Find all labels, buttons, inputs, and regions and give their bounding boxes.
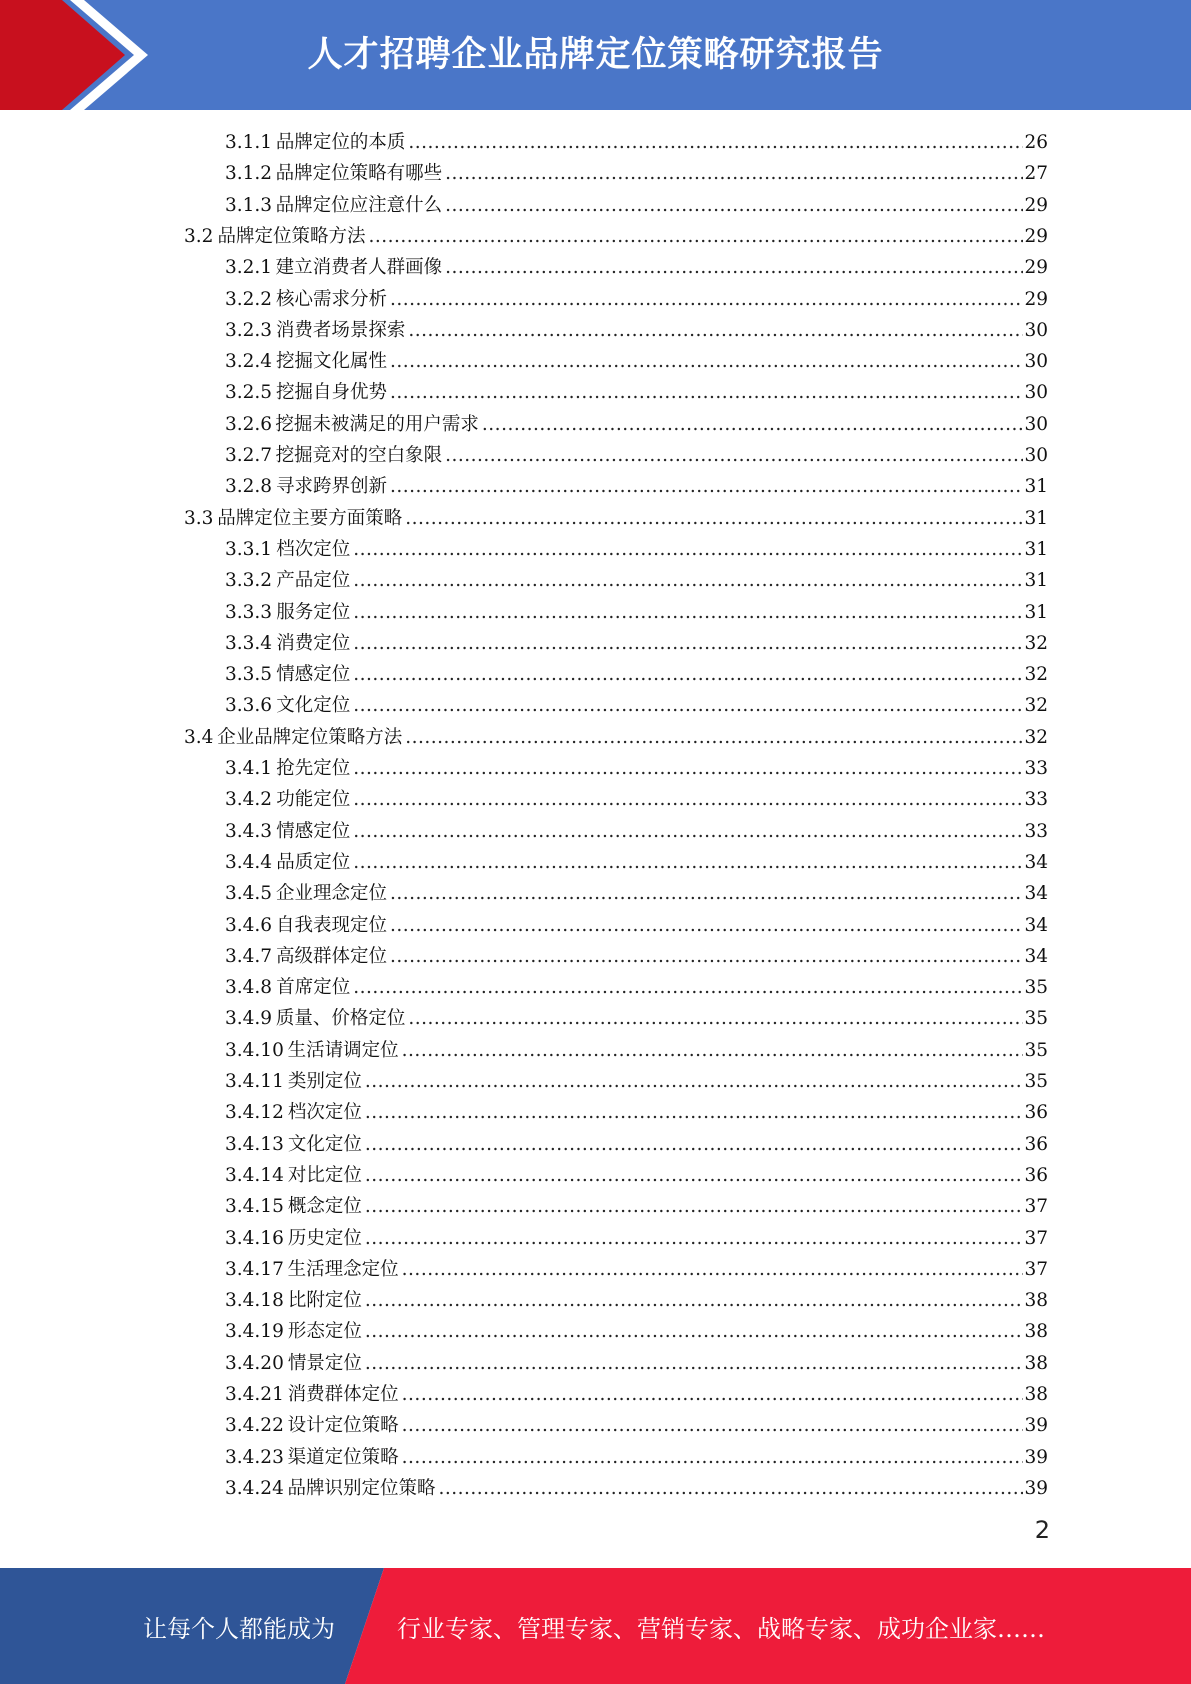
toc-entry-number: 3.4.1 — [225, 758, 273, 779]
toc-entry-number: 3.4.21 — [225, 1384, 284, 1405]
toc-entry-number: 3.1.2 — [225, 163, 273, 185]
toc-entry-title: 情感定位 — [276, 820, 351, 842]
toc-entry-number: 3.3 — [184, 507, 214, 529]
toc-entry-number: 3.4.18 — [225, 1290, 284, 1312]
toc-entry-title: 挖掘自身优势 — [275, 382, 387, 404]
toc-entry-number: 3.1.3 — [225, 194, 273, 216]
toc-entry[interactable] — [225, 847, 1048, 878]
toc-entry[interactable] — [225, 690, 1048, 721]
toc-dot-leader — [365, 1316, 1024, 1347]
toc-entry[interactable] — [225, 409, 1048, 440]
toc-entry-number: 3.3.6 — [225, 695, 273, 717]
toc-entry-page: 37 — [1024, 1258, 1048, 1280]
toc-dot-leader — [353, 816, 1023, 847]
toc-entry-title: 消费者场景探索 — [275, 319, 406, 341]
toc-entry[interactable] — [225, 1410, 1048, 1441]
toc-entry-page: 30 — [1024, 382, 1048, 404]
toc-entry-number: 3.4.13 — [225, 1133, 284, 1155]
toc-entry[interactable] — [225, 1379, 1048, 1410]
toc-entry-title: 概念定位 — [287, 1196, 362, 1218]
toc-entry-page: 35 — [1024, 1071, 1048, 1092]
toc-dot-leader — [365, 1285, 1024, 1316]
toc-dot-leader — [482, 409, 1024, 440]
toc-entry[interactable] — [225, 158, 1048, 189]
toc-entry-title: 品牌识别定位策略 — [287, 1477, 436, 1499]
toc-entry[interactable] — [225, 565, 1048, 596]
toc-entry-title: 核心需求分析 — [275, 288, 387, 310]
toc-entry[interactable] — [225, 1254, 1048, 1285]
toc-entry-page: 38 — [1024, 1321, 1048, 1343]
document-title: 人才招聘企业品牌定位策略研究报告 — [307, 35, 884, 75]
toc-entry-page: 38 — [1024, 1290, 1048, 1312]
toc-entry-page: 31 — [1024, 601, 1048, 623]
toc-entry-title: 品牌定位应注意什么 — [275, 194, 443, 216]
toc-entry-page: 37 — [1024, 1227, 1048, 1249]
footer-slogan-left: 让每个人都能成为 — [143, 1614, 335, 1643]
toc-entry-title: 品牌定位策略有哪些 — [275, 163, 443, 185]
toc-entry[interactable] — [225, 910, 1048, 941]
toc-entry-title: 寻求跨界创新 — [275, 476, 387, 498]
toc-entry-number: 3.2.7 — [225, 445, 273, 466]
toc-entry-page: 34 — [1024, 945, 1048, 967]
toc-dot-leader — [353, 597, 1023, 628]
toc-dot-leader — [402, 1035, 1024, 1066]
page-number: 2 — [1034, 1516, 1050, 1544]
toc-entry-page: 32 — [1024, 632, 1048, 654]
toc-entry-title: 比附定位 — [287, 1290, 362, 1312]
toc-entry-page: 38 — [1024, 1352, 1048, 1374]
toc-entry-page: 33 — [1024, 789, 1048, 811]
toc-entry-number: 3.3.1 — [225, 538, 273, 560]
toc-entry-title: 情景定位 — [287, 1352, 362, 1374]
toc-entry-number: 3.4.16 — [225, 1227, 284, 1249]
toc-entry-page: 34 — [1024, 883, 1048, 905]
toc-entry-number: 3.4.24 — [225, 1477, 284, 1499]
toc-entry-title: 服务定位 — [276, 601, 351, 623]
toc-entry-page: 33 — [1024, 758, 1048, 779]
toc-entry-number: 3.2.8 — [225, 476, 273, 498]
toc-dot-leader — [390, 910, 1023, 941]
toc-entry-page: 30 — [1024, 413, 1048, 435]
toc-entry-title: 生活请调定位 — [287, 1039, 399, 1061]
toc-entry-page: 32 — [1024, 664, 1048, 686]
toc-entry-title: 高级群体定位 — [275, 945, 387, 967]
toc-entry-number: 3.3.5 — [225, 664, 273, 686]
toc-dot-leader — [365, 1348, 1024, 1379]
toc-entry-number: 3.3.2 — [225, 570, 273, 592]
toc-dot-leader — [353, 659, 1023, 690]
toc-entry[interactable] — [225, 941, 1048, 972]
toc-entry-number: 3.3.3 — [225, 601, 273, 623]
toc-entry-title: 挖掘未被满足的用户需求 — [275, 413, 479, 435]
toc-entry[interactable] — [225, 284, 1048, 315]
toc-entry[interactable] — [225, 1003, 1048, 1034]
toc-entry-number: 3.3.4 — [225, 632, 273, 654]
toc-entry[interactable] — [225, 471, 1048, 502]
toc-entry-page: 27 — [1024, 163, 1048, 185]
toc-dot-leader — [390, 471, 1023, 502]
toc-entry-title: 企业品牌定位策略方法 — [217, 726, 403, 748]
toc-dot-leader — [353, 972, 1023, 1003]
toc-entry-number: 3.2.6 — [225, 413, 273, 435]
toc-entry[interactable] — [225, 628, 1048, 659]
toc-entry-title: 品牌定位策略方法 — [217, 225, 366, 247]
toc-entry[interactable] — [225, 753, 1048, 784]
toc-dot-leader — [353, 847, 1023, 878]
toc-entry-page: 29 — [1024, 257, 1048, 279]
toc-entry[interactable] — [225, 377, 1048, 408]
toc-entry-page: 37 — [1024, 1196, 1048, 1218]
toc-entry-page: 30 — [1024, 319, 1048, 341]
toc-entry[interactable] — [225, 252, 1048, 283]
toc-entry[interactable] — [225, 1442, 1048, 1473]
toc-entry[interactable] — [225, 346, 1048, 377]
toc-entry[interactable] — [225, 440, 1048, 471]
toc-entry-number: 3.1.1 — [225, 132, 273, 153]
toc-dot-leader — [445, 252, 1023, 283]
toc-entry-title: 挖掘文化属性 — [275, 351, 387, 373]
toc-dot-leader — [405, 722, 1023, 753]
toc-entry-number: 3.4.8 — [225, 977, 273, 999]
toc-entry-number: 3.2 — [184, 225, 214, 247]
toc-dot-leader — [353, 690, 1023, 721]
toc-entry-number: 3.4.9 — [225, 1008, 273, 1030]
toc-entry[interactable] — [225, 1285, 1048, 1316]
toc-entry-number: 3.4.15 — [225, 1196, 284, 1218]
toc-entry-page: 35 — [1024, 1039, 1048, 1061]
toc-dot-leader — [445, 190, 1023, 221]
footer-slogan-right: 行业专家、管理专家、营销专家、战略专家、成功企业家…… — [397, 1614, 1045, 1643]
toc-dot-leader — [405, 503, 1023, 534]
toc-entry[interactable] — [225, 1316, 1048, 1347]
toc-entry[interactable] — [225, 659, 1048, 690]
toc-entry-number: 3.2.3 — [225, 319, 273, 341]
toc-entry-title: 产品定位 — [276, 570, 351, 592]
page-header — [0, 0, 1191, 110]
toc-entry-page: 36 — [1024, 1133, 1048, 1155]
toc-dot-leader — [365, 1223, 1024, 1254]
toc-entry-number: 3.4.3 — [225, 820, 273, 842]
toc-dot-leader — [408, 127, 1023, 158]
toc-entry[interactable] — [225, 972, 1048, 1003]
toc-entry-title: 文化定位 — [287, 1133, 362, 1155]
toc-entry-page: 26 — [1024, 132, 1048, 153]
toc-entry-number: 3.2.4 — [225, 351, 273, 373]
toc-entry-page: 31 — [1024, 570, 1048, 592]
toc-entry-page: 36 — [1024, 1164, 1048, 1186]
toc-dot-leader — [365, 1097, 1024, 1128]
toc-entry[interactable] — [225, 1066, 1048, 1097]
toc-entry-title: 首席定位 — [276, 977, 351, 999]
toc-dot-leader — [408, 315, 1023, 346]
toc-entry[interactable] — [225, 1223, 1048, 1254]
toc-entry-title: 品质定位 — [276, 851, 351, 873]
toc-dot-leader — [402, 1442, 1024, 1473]
toc-entry[interactable] — [225, 816, 1048, 847]
toc-entry-number: 3.4.4 — [225, 851, 273, 873]
toc-entry[interactable] — [225, 784, 1048, 815]
toc-entry-page: 36 — [1024, 1102, 1048, 1124]
toc-dot-leader — [353, 753, 1023, 784]
toc-dot-leader — [353, 628, 1023, 659]
toc-dot-leader — [390, 346, 1023, 377]
toc-entry-title: 历史定位 — [287, 1227, 362, 1249]
toc-entry[interactable] — [225, 127, 1048, 158]
toc-entry-title: 设计定位策略 — [287, 1415, 399, 1437]
toc-entry-number: 3.4.10 — [225, 1039, 284, 1061]
toc-entry[interactable] — [225, 1160, 1048, 1191]
toc-entry-page: 29 — [1024, 194, 1048, 216]
toc-entry-page: 29 — [1024, 288, 1048, 310]
toc-entry-number: 3.2.5 — [225, 382, 273, 404]
toc-entry-page: 38 — [1024, 1384, 1048, 1405]
toc-entry-number: 3.4.2 — [225, 789, 273, 811]
toc-entry-number: 3.2.1 — [225, 257, 273, 279]
toc-dot-leader — [408, 1003, 1023, 1034]
page-footer — [0, 1568, 1191, 1684]
toc-entry-page: 33 — [1024, 820, 1048, 842]
toc-entry-number: 3.4.14 — [225, 1164, 284, 1186]
toc-dot-leader — [402, 1379, 1024, 1410]
toc-entry[interactable] — [225, 1035, 1048, 1066]
toc-entry[interactable] — [225, 1473, 1048, 1504]
toc-dot-leader — [390, 941, 1023, 972]
toc-entry-title: 类别定位 — [287, 1071, 362, 1092]
toc-dot-leader — [365, 1160, 1024, 1191]
toc-dot-leader — [353, 534, 1023, 565]
toc-entry-page: 35 — [1024, 1008, 1048, 1030]
toc-entry-page: 39 — [1024, 1415, 1048, 1437]
toc-entry-page: 31 — [1024, 507, 1048, 529]
toc-entry-title: 质量、价格定位 — [275, 1008, 406, 1030]
toc-entry-number: 3.4.7 — [225, 945, 273, 967]
toc-dot-leader — [390, 377, 1023, 408]
toc-entry-title: 企业理念定位 — [275, 883, 387, 905]
toc-entry-title: 品牌定位的本质 — [275, 132, 406, 153]
toc-entry-page: 31 — [1024, 538, 1048, 560]
toc-entry-title: 建立消费者人群画像 — [275, 257, 443, 279]
toc-entry[interactable] — [225, 534, 1048, 565]
toc-entry[interactable] — [225, 597, 1048, 628]
toc-entry-number: 3.4.11 — [225, 1071, 284, 1092]
toc-entry-number: 3.4 — [184, 726, 214, 748]
toc-entry-number: 3.4.19 — [225, 1321, 284, 1343]
toc-dot-leader — [438, 1473, 1023, 1504]
toc-dot-leader — [390, 878, 1023, 909]
toc-entry-title: 消费群体定位 — [287, 1384, 399, 1405]
toc-entry-title: 自我表现定位 — [275, 914, 387, 936]
toc-entry-title: 形态定位 — [287, 1321, 362, 1343]
toc-dot-leader — [368, 221, 1023, 252]
toc-entry-page: 35 — [1024, 977, 1048, 999]
toc-entry[interactable] — [225, 1129, 1048, 1160]
toc-entry[interactable] — [225, 1348, 1048, 1379]
toc-dot-leader — [353, 784, 1023, 815]
toc-entry-page: 34 — [1024, 914, 1048, 936]
toc-entry-title: 消费定位 — [276, 632, 351, 654]
toc-dot-leader — [365, 1129, 1024, 1160]
toc-dot-leader — [402, 1410, 1024, 1441]
toc-entry[interactable] — [225, 315, 1048, 346]
toc-entry[interactable] — [225, 1097, 1048, 1128]
toc-entry[interactable] — [184, 503, 1048, 534]
toc-entry-title: 生活理念定位 — [287, 1258, 399, 1280]
toc-entry[interactable] — [184, 221, 1048, 252]
toc-entry-page: 39 — [1024, 1477, 1048, 1499]
toc-dot-leader — [445, 440, 1023, 471]
toc-dot-leader — [365, 1066, 1024, 1097]
toc-entry[interactable] — [184, 722, 1048, 753]
toc-entry[interactable] — [225, 190, 1048, 221]
toc-entry-title: 档次定位 — [287, 1102, 362, 1124]
toc-entry-number: 3.4.17 — [225, 1258, 284, 1280]
toc-entry-number: 3.4.22 — [225, 1415, 284, 1437]
toc-entry-number: 3.2.2 — [225, 288, 273, 310]
toc-entry-number: 3.4.12 — [225, 1102, 284, 1124]
toc-entry-page: 34 — [1024, 851, 1048, 873]
toc-entry-number: 3.4.5 — [225, 883, 273, 905]
toc-entry[interactable] — [225, 1191, 1048, 1222]
toc-dot-leader — [445, 158, 1023, 189]
toc-dot-leader — [353, 565, 1023, 596]
toc-entry-page: 29 — [1024, 225, 1048, 247]
toc-entry-title: 情感定位 — [276, 664, 351, 686]
toc-entry-page: 31 — [1024, 476, 1048, 498]
toc-entry-title: 品牌定位主要方面策略 — [217, 507, 403, 529]
toc-entry-title: 档次定位 — [276, 538, 351, 560]
toc-entry-title: 渠道定位策略 — [287, 1446, 399, 1468]
toc-dot-leader — [402, 1254, 1024, 1285]
toc-entry-page: 32 — [1024, 695, 1048, 717]
toc-entry-title: 文化定位 — [276, 695, 351, 717]
toc-dot-leader — [365, 1191, 1024, 1222]
toc-entry-page: 30 — [1024, 351, 1048, 373]
toc-entry-title: 抢先定位 — [276, 758, 351, 779]
toc-entry-number: 3.4.20 — [225, 1352, 284, 1374]
toc-entry-number: 3.4.6 — [225, 914, 273, 936]
toc-entry-page: 39 — [1024, 1446, 1048, 1468]
toc-entry-title: 功能定位 — [276, 789, 351, 811]
toc-entry-page: 32 — [1024, 726, 1048, 748]
toc-entry-number: 3.4.23 — [225, 1446, 284, 1468]
toc-entry-page: 30 — [1024, 445, 1048, 466]
toc-dot-leader — [390, 284, 1023, 315]
toc-entry-title: 挖掘竞对的空白象限 — [275, 445, 443, 466]
toc-entry[interactable] — [225, 878, 1048, 909]
toc-entry-title: 对比定位 — [287, 1164, 362, 1186]
